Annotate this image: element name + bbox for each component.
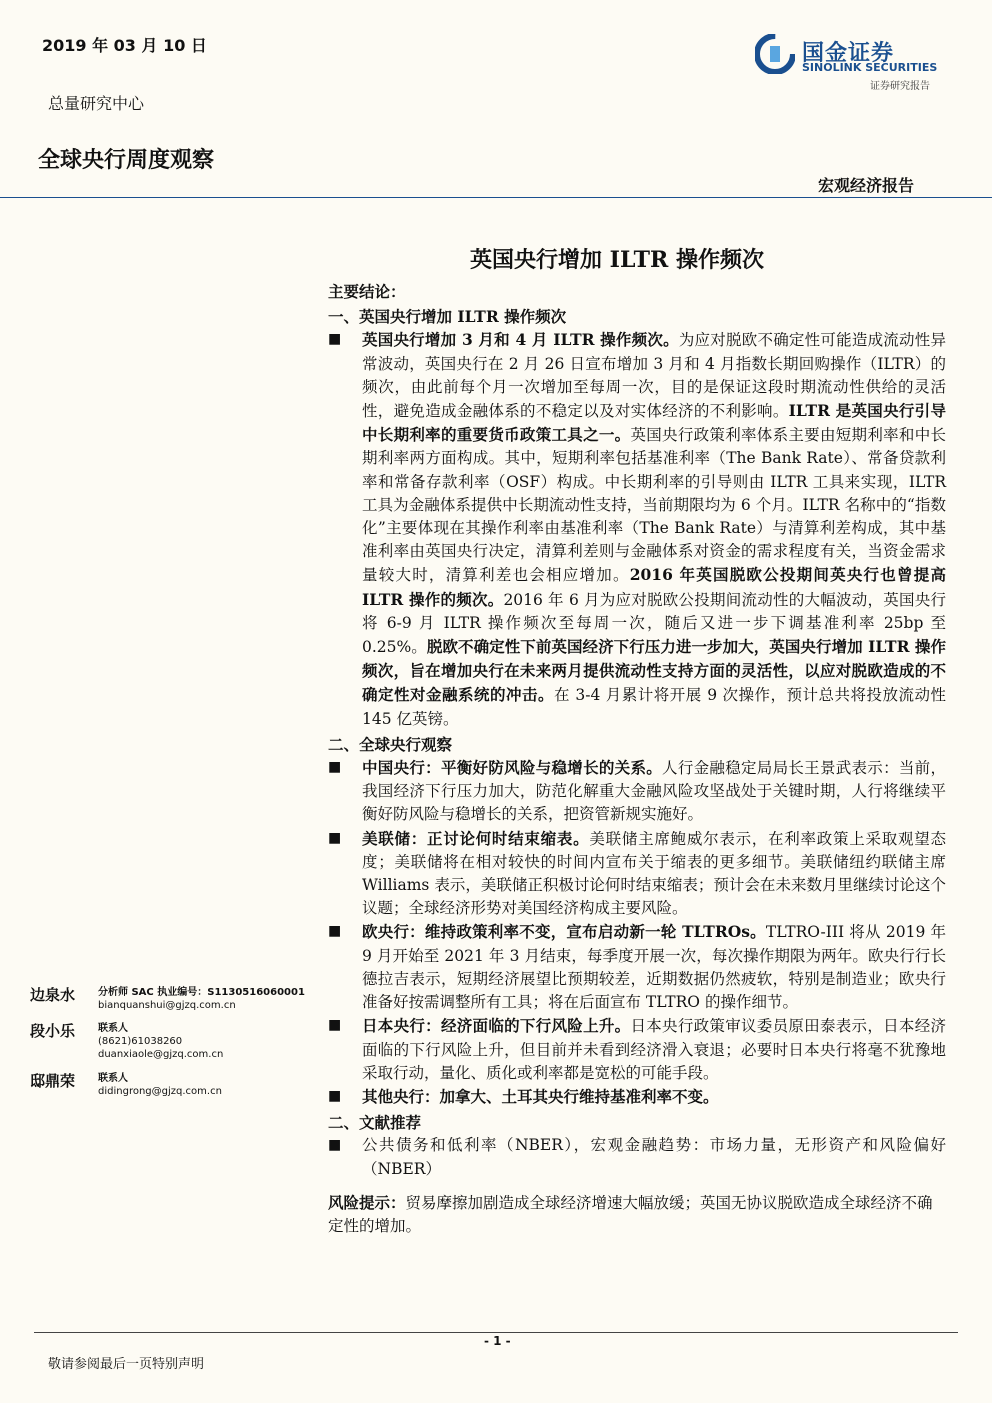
header-divider (0, 197, 992, 198)
bullet-icon: ■ (328, 1087, 342, 1104)
central-bank-item: ■ 日本央行：经济面临的下行风险上升。日本央行政策审议委员原田泰表示，日本经济面临的下行风险上升，但目前并未看到经济滑入衰退；必要时日本央行将毫不犹豫地采取行动，量化、质化或利率都是宽松的可能手段。 (328, 1016, 946, 1082)
author-name: 段小乐 (30, 1022, 76, 1040)
logo-subtitle: 证券研究报告 (870, 81, 930, 92)
bullet-icon: ■ (328, 1137, 342, 1154)
risk-text: 贸易摩擦加剧造成全球经济增速大幅放缓；英国无协议脱欧造成全球经济不确定性的增加。 (328, 1193, 933, 1235)
central-bank-item: ■ 美联储：正讨论何时结束缩表。美联储主席鲍威尔表示，在利率政策上采取观望态度；美联储将在相对较快的时间内宣布关于缩表的更多细节。美联储纽约联储主席 Williams 表示，美联储正积极讨论何时结束缩表；预计会在未来数月里继续讨论这个议题；全球经济形势对美国经济构成主要风险。 (328, 828, 946, 918)
logo-english-name: SINOLINK SECURITIES (802, 61, 938, 74)
author-info: 联系人 didingrong@gjzq.com.cn (98, 1073, 222, 1097)
section-1-item: ■ 英国央行增加 3 月和 4 月 ILTR 操作频次。为应对脱欧不确定性可能造成流动性异常波动，英国央行在 2 月 26 日宣布增加 3 月和 4 月指数长期回购操作（ILTR）的频次，由此前每个月一次增加至每周一次，目的是保证这段时期流动性供给的灵活性，避免造成金融体系的不稳定以及对实体经济的不利影响。ILTR 是英国央行引导中长期利率的重要货币政策工具之一。英国央行政策利率体系主要由短期利率和中长期利率两方面构成。其中，短期利率包括基准利率（The Bank Rate）、常备贷款利率和常备存款利率（OSF）构成。中长期利率的引导则由 ILTR 工具来实现，ILTR 工具为金融体系提供中长期流动性支持，当前期限均为 6 个月。ILTR 名称中的“指数化”主要体现在其操作利率由基准利率（The Bank Rate）与清算利差构成，其中基准利率由英国央行决定，清算利差则与金融体系对资金的需求程度有关，当资金需求量较大时，清算利差也会相应增加。2016 年英国脱欧公投期间英央行也曾提高 ILTR 操作的频次。2016 年 6 月为应对脱欧公投期间流动性的大幅波动，英国央行将 6-9 月 ILTR 操作频次至每周一次，随后又进一步下调基准利率 25bp 至 0.25%。脱欧不确定性下前英国经济下行压力进一步加大，英国央行增加 ILTR 操作频次，旨在增加央行在未来两月提供流动性支持方面的灵活性，以应对脱欧造成的不确定性对金融系统的冲击。在 3-4 月累计将开展 9 次操作，预计总共将投放流动性 145 亿英镑。 (328, 330, 946, 728)
risk-warning (328, 1191, 946, 1238)
section-3-heading: 二、文献推荐 (328, 1113, 422, 1133)
literature-item: ■ 公共债务和低利率（NBER），宏观金融趋势：市场力量，无形资产和风险偏好（NBER） (328, 1136, 946, 1178)
company-logo (755, 34, 955, 94)
report-body (328, 278, 946, 1238)
report-title: 英国央行增加 ILTR 操作频次 (470, 247, 764, 273)
footer-divider (34, 1332, 958, 1333)
main-conclusion-label: 主要结论： (328, 282, 406, 301)
page-number: - 1 - (484, 1334, 511, 1348)
report-type: 宏观经济报告 (818, 176, 915, 195)
author-name: 边泉水 (30, 986, 76, 1004)
bullet-icon: ■ (328, 1017, 342, 1034)
author-entry (30, 1018, 310, 1068)
author-info: 联系人 (8621)61038260 duanxiaole@gjzq.com.cn (98, 1023, 224, 1060)
section-1-heading: 一、英国央行增加 ILTR 操作频次 (328, 307, 567, 327)
central-bank-item: ■ 其他央行：加拿大、土耳其央行维持基准利率不变。 (328, 1085, 946, 1109)
department: 总量研究中心 (48, 94, 145, 113)
bullet-icon: ■ (328, 759, 342, 776)
author-name: 邸鼎荣 (30, 1072, 76, 1090)
author-list (30, 982, 310, 1104)
central-bank-item: ■ 中国央行：平衡好防风险与稳增长的关系。人行金融稳定局局长王景武表示：当前，我国经济下行压力加大，防范化解重大金融风险攻坚战处于关键时期，人行将继续平衡好防风险与稳增长的关系，把资管新规实施好。 (328, 758, 946, 824)
logo-mark-icon (755, 34, 795, 74)
risk-label: 风险提示： (328, 1192, 406, 1212)
section-2-heading: 二、全球央行观察 (328, 734, 453, 754)
footer-note: 敬请参阅最后一页特别声明 (48, 1357, 205, 1372)
bullet-icon: ■ (328, 829, 342, 846)
author-entry (30, 1068, 310, 1104)
author-info: 分析师 SAC 执业编号：S1130516060001 bianquanshui@gjzq.com.cn (98, 987, 305, 1011)
report-series: 全球央行周度观察 (38, 147, 215, 173)
bullet-icon: ■ (328, 923, 342, 940)
logo-chinese-name: 国金证券 (802, 41, 895, 66)
central-bank-item: ■ 欧央行：维持政策利率不变，宣布启动新一轮 TLTROs。TLTRO-III 将从 2019 年 9 月开始至 2021 年 3 月结束，每季度开展一次，每次操作期限为两年。欧央行行长德拉吉表示，短期经济展望比预期较差，近期数据仍然疲软，特别是制造业；欧央行准备好按需调整所有工具；将在后面宣布 TLTRO 的操作细节。 (328, 922, 946, 1012)
bullet-icon: ■ (328, 331, 342, 348)
author-entry (30, 982, 310, 1018)
report-date: 2019 年 03 月 10 日 (42, 36, 207, 55)
